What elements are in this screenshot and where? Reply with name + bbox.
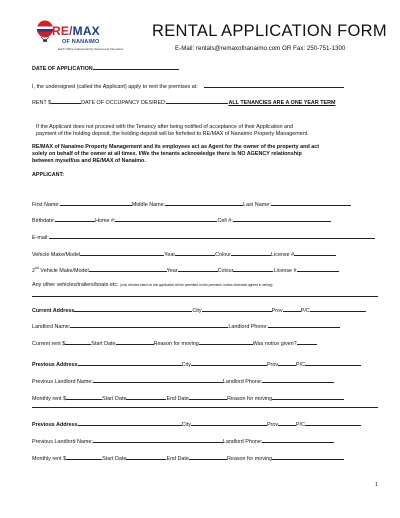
logo-wordmark: RE/MAX (52, 24, 100, 38)
monthly-rent-row-2: Monthly rent $ Start Date End Date Reason for moving (32, 454, 344, 462)
other-vehicles-row: Any other vehicles/trailers/boats etc: (only vehicles listed on this application will be permitted on the premises, unless otherwise agreed in writing) (32, 282, 273, 288)
previous-prov-field-2[interactable] (278, 420, 296, 426)
vehicle2-row: 2nd Vehicle Make/Model Year Colour License # (32, 266, 339, 274)
section-divider-1 (32, 407, 378, 408)
logo-tagline: Each Office Independently Owned and Operated (58, 47, 123, 51)
vehicle-row: Vehicle Make/Model Year Colour License # (32, 250, 336, 258)
previous-postal-code-field-1[interactable] (305, 360, 361, 366)
previous-reason-field-1[interactable] (272, 394, 344, 400)
vehicle-license-field[interactable] (294, 250, 336, 256)
first-name-field[interactable] (60, 200, 132, 206)
premises-row: I, the undersigned (called the Applicant) apply to rent the premises at: (32, 82, 344, 90)
previous-city-field-1[interactable] (191, 360, 267, 366)
current-rent-field[interactable] (65, 339, 91, 345)
contact-info: E-Mail: rentals@remaxofnanaimo.com OR Fax: 250-751-1300 (175, 45, 346, 52)
previous-landlord-name-field-2[interactable] (93, 437, 223, 443)
previous-end-date-field-1[interactable] (189, 394, 227, 400)
landlord-name-field[interactable] (70, 322, 228, 328)
home-phone-field[interactable] (115, 216, 217, 222)
logo-subtitle: OF NANAIMO (62, 39, 100, 45)
monthly-rent-field-1[interactable] (66, 394, 102, 400)
previous-address-field-1[interactable] (78, 360, 182, 366)
previous-address-field-2[interactable] (78, 420, 182, 426)
other-vehicles-field[interactable] (32, 296, 378, 297)
previous-reason-field-2[interactable] (272, 454, 344, 460)
vehicle-model-field[interactable] (80, 250, 164, 256)
previous-landlord-row-2: Previous Landlord Name: Landlord Phone: (32, 437, 334, 445)
applicant-heading: APPLICANT: (32, 172, 65, 178)
date-of-application-row: DATE OF APPLICATION (32, 64, 179, 72)
email-row: E-mail: (32, 233, 375, 241)
current-address-field[interactable] (74, 306, 192, 312)
previous-prov-field-1[interactable] (278, 360, 296, 366)
previous-address-row-1: Previous Address City Prov P/C (32, 360, 361, 368)
cell-phone-field[interactable] (233, 216, 331, 222)
monthly-rent-field-2[interactable] (66, 454, 102, 460)
occupancy-date-field[interactable] (166, 98, 228, 104)
previous-start-date-field-2[interactable] (126, 454, 166, 460)
previous-landlord-phone-field-1[interactable] (262, 377, 334, 383)
monthly-rent-row-1: Monthly rent $ Start Date End Date Reason for moving (32, 394, 344, 402)
email-field[interactable] (49, 233, 375, 239)
vehicle2-year-field[interactable] (178, 266, 218, 272)
previous-postal-code-field-2[interactable] (305, 420, 361, 426)
previous-landlord-phone-field-2[interactable] (262, 437, 334, 443)
current-start-date-field[interactable] (116, 339, 154, 345)
rent-row: RENT $ DATE OF OCCUPANCY DESIRED: ALL TENANCIES ARE A ONE YEAR TERM (32, 100, 336, 106)
contact-row: Birthdate: Home #: Cell #: (32, 216, 331, 224)
agency-paragraph: RE/MAX of Nanaimo Property Management and its employees act as Agent for the owner of the property and act solely on behalf of the owner at all times. I/We the tenants acknowledge there is NO AGENCY relationship between myself/us and RE/MAX of Nanaimo. (32, 144, 320, 165)
premises-address-field[interactable] (204, 82, 344, 88)
deposit-paragraph: If the Applicant does not proceed with the Tenancy after being notified of acceptance of their Application and payment of the holding deposit, the holding deposit will be forfeited to RE/MAX of Nanaimo Property Management. (36, 124, 309, 138)
previous-address-row-2: Previous Address City Prov P/C (32, 420, 361, 428)
notice-given-field[interactable] (297, 339, 317, 345)
middle-name-field[interactable] (165, 200, 243, 206)
current-postal-code-field[interactable] (310, 306, 366, 312)
birthdate-field[interactable] (55, 216, 95, 222)
landlord-phone-field[interactable] (268, 322, 340, 328)
vehicle2-model-field[interactable] (89, 266, 167, 272)
previous-city-field-2[interactable] (191, 420, 267, 426)
previous-start-date-field-1[interactable] (126, 394, 166, 400)
name-row: First Name: Middle Name: Last Name: (32, 200, 351, 208)
vehicle-colour-field[interactable] (231, 250, 271, 256)
page-number: 1 (374, 482, 378, 488)
tenancy-term-note: ALL TENANCIES ARE A ONE YEAR TERM (228, 100, 336, 106)
current-rent-row: Current rent $ Start Date Reason for moving Was notice given? (32, 339, 317, 347)
vehicle2-license-field[interactable] (297, 266, 339, 272)
last-name-field[interactable] (271, 200, 351, 206)
previous-end-date-field-2[interactable] (189, 454, 227, 460)
current-prov-field[interactable] (283, 306, 301, 312)
landlord-row: Landlord Name: Landlord Phone: (32, 322, 340, 330)
previous-landlord-row-1: Previous Landlord Name: Landlord Phone: (32, 377, 334, 385)
date-of-application-field[interactable] (93, 64, 179, 70)
remax-logo (30, 18, 123, 56)
rent-field[interactable] (51, 98, 81, 104)
vehicle-year-field[interactable] (175, 250, 215, 256)
current-city-field[interactable] (202, 306, 272, 312)
vehicle2-colour-field[interactable] (233, 266, 273, 272)
current-address-row: Current Address City Prov P/C (32, 306, 366, 314)
page-title: RENTAL APPLICATION FORM (152, 22, 387, 40)
previous-landlord-name-field-1[interactable] (93, 377, 223, 383)
reason-moving-field[interactable] (199, 339, 253, 345)
